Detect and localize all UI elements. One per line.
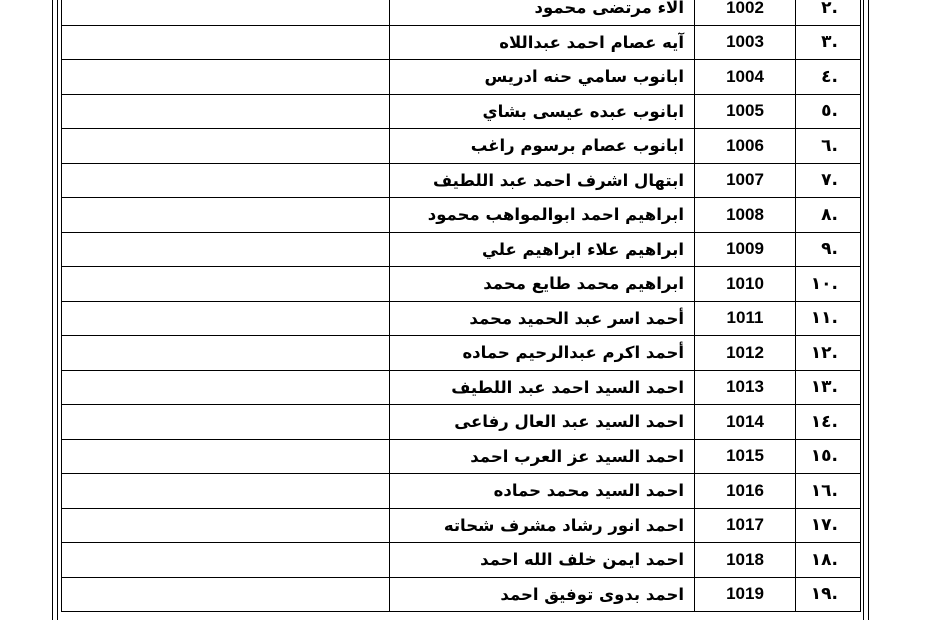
table-row bbox=[62, 301, 861, 336]
blank-cell bbox=[62, 25, 390, 60]
student-code: 1006 bbox=[695, 129, 796, 164]
student-name: احمد السيد عز العرب احمد bbox=[390, 439, 695, 474]
table-row bbox=[62, 267, 861, 302]
student-name: ابتهال اشرف احمد عبد اللطيف bbox=[390, 163, 695, 198]
student-code: 1016 bbox=[695, 474, 796, 509]
table-row bbox=[62, 543, 861, 578]
student-name: ابانوب عصام برسوم راغب bbox=[390, 129, 695, 164]
student-name: الاء مرتضى محمود bbox=[390, 0, 695, 25]
student-name: احمد بدوى توفيق احمد bbox=[390, 577, 695, 612]
blank-cell bbox=[62, 60, 390, 95]
student-name: آيه عصام احمد عبداللاه bbox=[390, 25, 695, 60]
student-name: ابانوب عبده عيسى بشاي bbox=[390, 94, 695, 129]
student-code: 1013 bbox=[695, 370, 796, 405]
row-index: .١٧ bbox=[796, 508, 861, 543]
student-name: احمد السيد احمد عبد اللطيف bbox=[390, 370, 695, 405]
student-code: 1007 bbox=[695, 163, 796, 198]
student-code: 1002 bbox=[695, 0, 796, 25]
row-index: .٨ bbox=[796, 198, 861, 233]
student-name: احمد السيد عبد العال رفاعى bbox=[390, 405, 695, 440]
row-index: .١٣ bbox=[796, 370, 861, 405]
row-index: .١٤ bbox=[796, 405, 861, 440]
blank-cell bbox=[62, 94, 390, 129]
row-index: .١٩ bbox=[796, 577, 861, 612]
blank-cell bbox=[62, 543, 390, 578]
row-index: .٣ bbox=[796, 25, 861, 60]
student-code: 1004 bbox=[695, 60, 796, 95]
table-row bbox=[62, 370, 861, 405]
student-name: ابراهيم احمد ابوالمواهب محمود bbox=[390, 198, 695, 233]
student-code: 1010 bbox=[695, 267, 796, 302]
row-index: .٢ bbox=[796, 0, 861, 25]
student-code: 1012 bbox=[695, 336, 796, 371]
row-index: .١٥ bbox=[796, 439, 861, 474]
student-roster-table bbox=[61, 0, 861, 612]
blank-cell bbox=[62, 405, 390, 440]
table-row bbox=[62, 94, 861, 129]
student-code: 1015 bbox=[695, 439, 796, 474]
blank-cell bbox=[62, 129, 390, 164]
blank-cell bbox=[62, 163, 390, 198]
blank-cell bbox=[62, 267, 390, 302]
student-name: أحمد اسر عبد الحميد محمد bbox=[390, 301, 695, 336]
student-name: ابراهيم علاء ابراهيم علي bbox=[390, 232, 695, 267]
row-index: .٥ bbox=[796, 94, 861, 129]
blank-cell bbox=[62, 474, 390, 509]
row-index: .١١ bbox=[796, 301, 861, 336]
table-row bbox=[62, 577, 861, 612]
blank-cell bbox=[62, 577, 390, 612]
student-name: احمد ايمن خلف الله احمد bbox=[390, 543, 695, 578]
table-row bbox=[62, 439, 861, 474]
table-row bbox=[62, 0, 861, 25]
blank-cell bbox=[62, 301, 390, 336]
blank-cell bbox=[62, 508, 390, 543]
student-code: 1018 bbox=[695, 543, 796, 578]
student-code: 1014 bbox=[695, 405, 796, 440]
student-code: 1011 bbox=[695, 301, 796, 336]
table-row bbox=[62, 336, 861, 371]
row-index: .٤ bbox=[796, 60, 861, 95]
table-row bbox=[62, 232, 861, 267]
student-code: 1017 bbox=[695, 508, 796, 543]
student-name: أحمد اكرم عبدالرحيم حماده bbox=[390, 336, 695, 371]
row-index: .١٦ bbox=[796, 474, 861, 509]
student-name: ابانوب سامي حنه ادريس bbox=[390, 60, 695, 95]
table-row bbox=[62, 198, 861, 233]
table-row bbox=[62, 474, 861, 509]
blank-cell bbox=[62, 336, 390, 371]
blank-cell bbox=[62, 232, 390, 267]
row-index: .٩ bbox=[796, 232, 861, 267]
student-code: 1019 bbox=[695, 577, 796, 612]
student-name: احمد انور رشاد مشرف شحاته bbox=[390, 508, 695, 543]
table-row bbox=[62, 508, 861, 543]
blank-cell bbox=[62, 198, 390, 233]
student-code: 1005 bbox=[695, 94, 796, 129]
table-row bbox=[62, 163, 861, 198]
student-code: 1008 bbox=[695, 198, 796, 233]
table-row bbox=[62, 60, 861, 95]
student-name: احمد السيد محمد حماده bbox=[390, 474, 695, 509]
table-row bbox=[62, 129, 861, 164]
row-index: .٧ bbox=[796, 163, 861, 198]
row-index: .١٢ bbox=[796, 336, 861, 371]
student-name: ابراهيم محمد طايع محمد bbox=[390, 267, 695, 302]
row-index: .١٨ bbox=[796, 543, 861, 578]
student-code: 1009 bbox=[695, 232, 796, 267]
row-index: .٦ bbox=[796, 129, 861, 164]
table-row bbox=[62, 405, 861, 440]
table-row bbox=[62, 25, 861, 60]
blank-cell bbox=[62, 370, 390, 405]
blank-cell bbox=[62, 439, 390, 474]
blank-cell bbox=[62, 0, 390, 25]
student-code: 1003 bbox=[695, 25, 796, 60]
row-index: .١٠ bbox=[796, 267, 861, 302]
